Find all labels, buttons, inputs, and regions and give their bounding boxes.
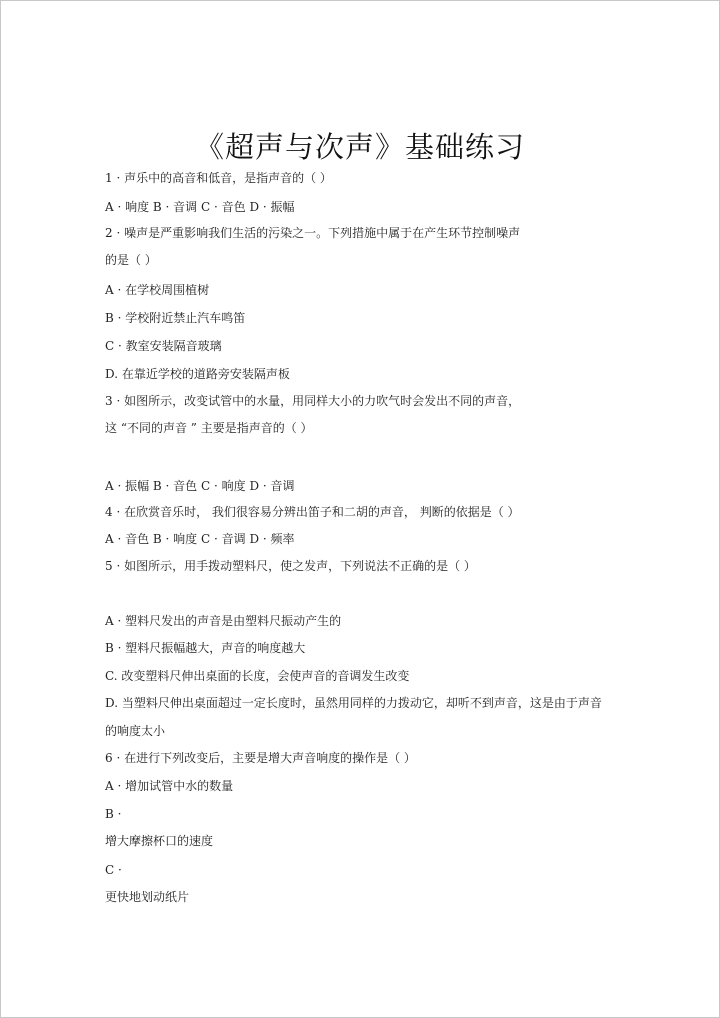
question-6-option-b: 增大摩擦杯口的速度: [105, 834, 214, 848]
question-3-continued: 这 “不同的声音 ” 主要是指声音的（ ）: [105, 421, 313, 435]
question-5-option-b: B · 塑料尺振幅越大，声音的响度越大: [105, 641, 306, 655]
question-6-option-b-label: B ·: [105, 807, 122, 821]
question-2: 2 · 噪声是严重影响我们生活的污染之一。下列措施中属于在产生环节控制噪声: [105, 226, 521, 240]
question-5: 5 · 如图所示，用手拨动塑料尺，使之发声，下列说法不正确的是（ ）: [105, 559, 476, 573]
question-4-options: A · 音色 B · 响度 C · 音调 D · 频率: [105, 532, 295, 546]
question-1: 1 · 声乐中的高音和低音，是指声音的（ ）: [105, 171, 332, 185]
question-6-option-c-label: C ·: [105, 863, 122, 877]
question-2-option-c: C · 教室安装隔音玻璃: [105, 339, 222, 353]
question-2-option-b: B · 学校附近禁止汽车鸣笛: [105, 311, 246, 325]
question-2-option-d: D. 在靠近学校的道路旁安装隔声板: [105, 367, 290, 381]
question-3: 3 · 如图所示，改变试管中的水量，用同样大小的力吹气时会发出不同的声音，: [105, 394, 521, 408]
question-6: 6 · 在进行下列改变后，主要是增大声音响度的操作是（ ）: [105, 751, 416, 765]
question-5-option-c: C. 改变塑料尺伸出桌面的长度，会使声音的音调发生改变: [105, 669, 410, 683]
question-2-continued: 的是（ ）: [105, 253, 157, 267]
question-6-option-c: 更快地划动纸片: [105, 890, 190, 904]
question-4: 4 · 在欣赏音乐时， 我们很容易分辨出笛子和二胡的声音， 判断的依据是（ ）: [105, 505, 520, 519]
question-5-option-d-continued: 的响度太小: [105, 724, 166, 738]
question-6-option-a: A · 增加试管中水的数量: [105, 779, 234, 793]
question-5-option-a: A · 塑料尺发出的声音是由塑料尺振动产生的: [105, 614, 342, 628]
question-1-options: A · 响度 B · 音调 C · 音色 D · 振幅: [105, 200, 295, 214]
question-5-option-d: D. 当塑料尺伸出桌面超过一定长度时，虽然用同样的力拨动它，却听不到声音，这是由于声音: [105, 696, 602, 710]
question-2-option-a: A · 在学校周围植树: [105, 283, 210, 297]
question-3-options: A · 振幅 B · 音色 C · 响度 D · 音调: [105, 479, 295, 493]
worksheet-title: 《超声与次声》基础练习: [194, 130, 525, 164]
